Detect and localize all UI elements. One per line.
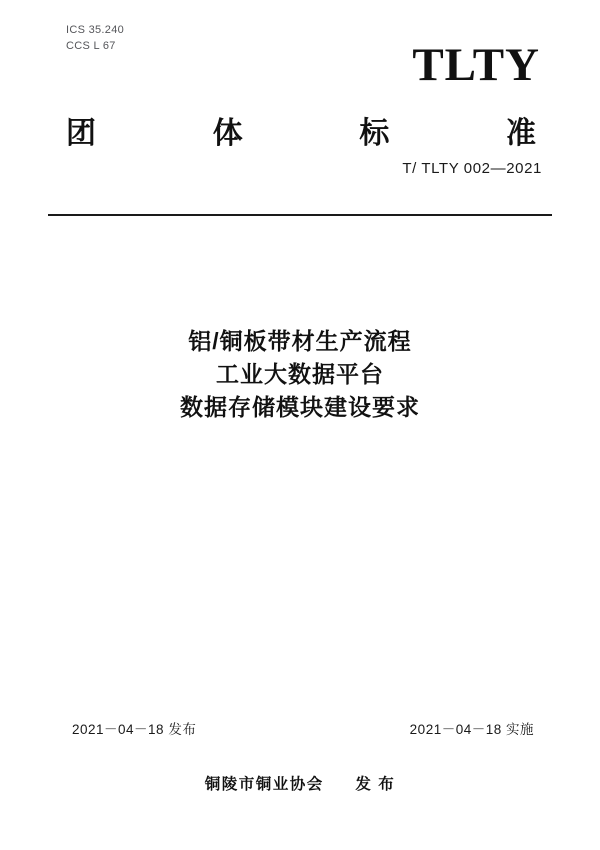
issuer-action: 发 布: [355, 776, 396, 793]
publish-date: 2021－04－18 发布: [72, 722, 197, 737]
ccs-code: CCS L 67: [66, 40, 116, 52]
document-title-line-1: 铝/铜板带材生产流程: [188, 328, 412, 354]
horizontal-rule: [48, 214, 552, 216]
classification-codes: [66, 22, 124, 54]
document-title-line-3: 数据存储模块建设要求: [180, 394, 420, 420]
issuer-name: 铜陵市铜业协会: [204, 776, 324, 793]
document-title-line-2: 工业大数据平台: [216, 361, 384, 387]
heading-char-2: 体: [212, 117, 243, 150]
tlty-logo: TLTY: [412, 39, 540, 91]
heading-char-3: 标: [359, 117, 390, 150]
standard-type-heading: [66, 108, 536, 152]
standard-number: T/ TLTY 002—2021: [402, 160, 542, 177]
issuer-line: [0, 772, 600, 794]
ics-code: ICS 35.240: [66, 24, 125, 36]
heading-char-4: 准: [505, 117, 536, 150]
heading-char-1: 团: [66, 117, 96, 150]
implement-date: 2021－04－18 实施: [409, 722, 534, 737]
document-title: [0, 325, 600, 424]
